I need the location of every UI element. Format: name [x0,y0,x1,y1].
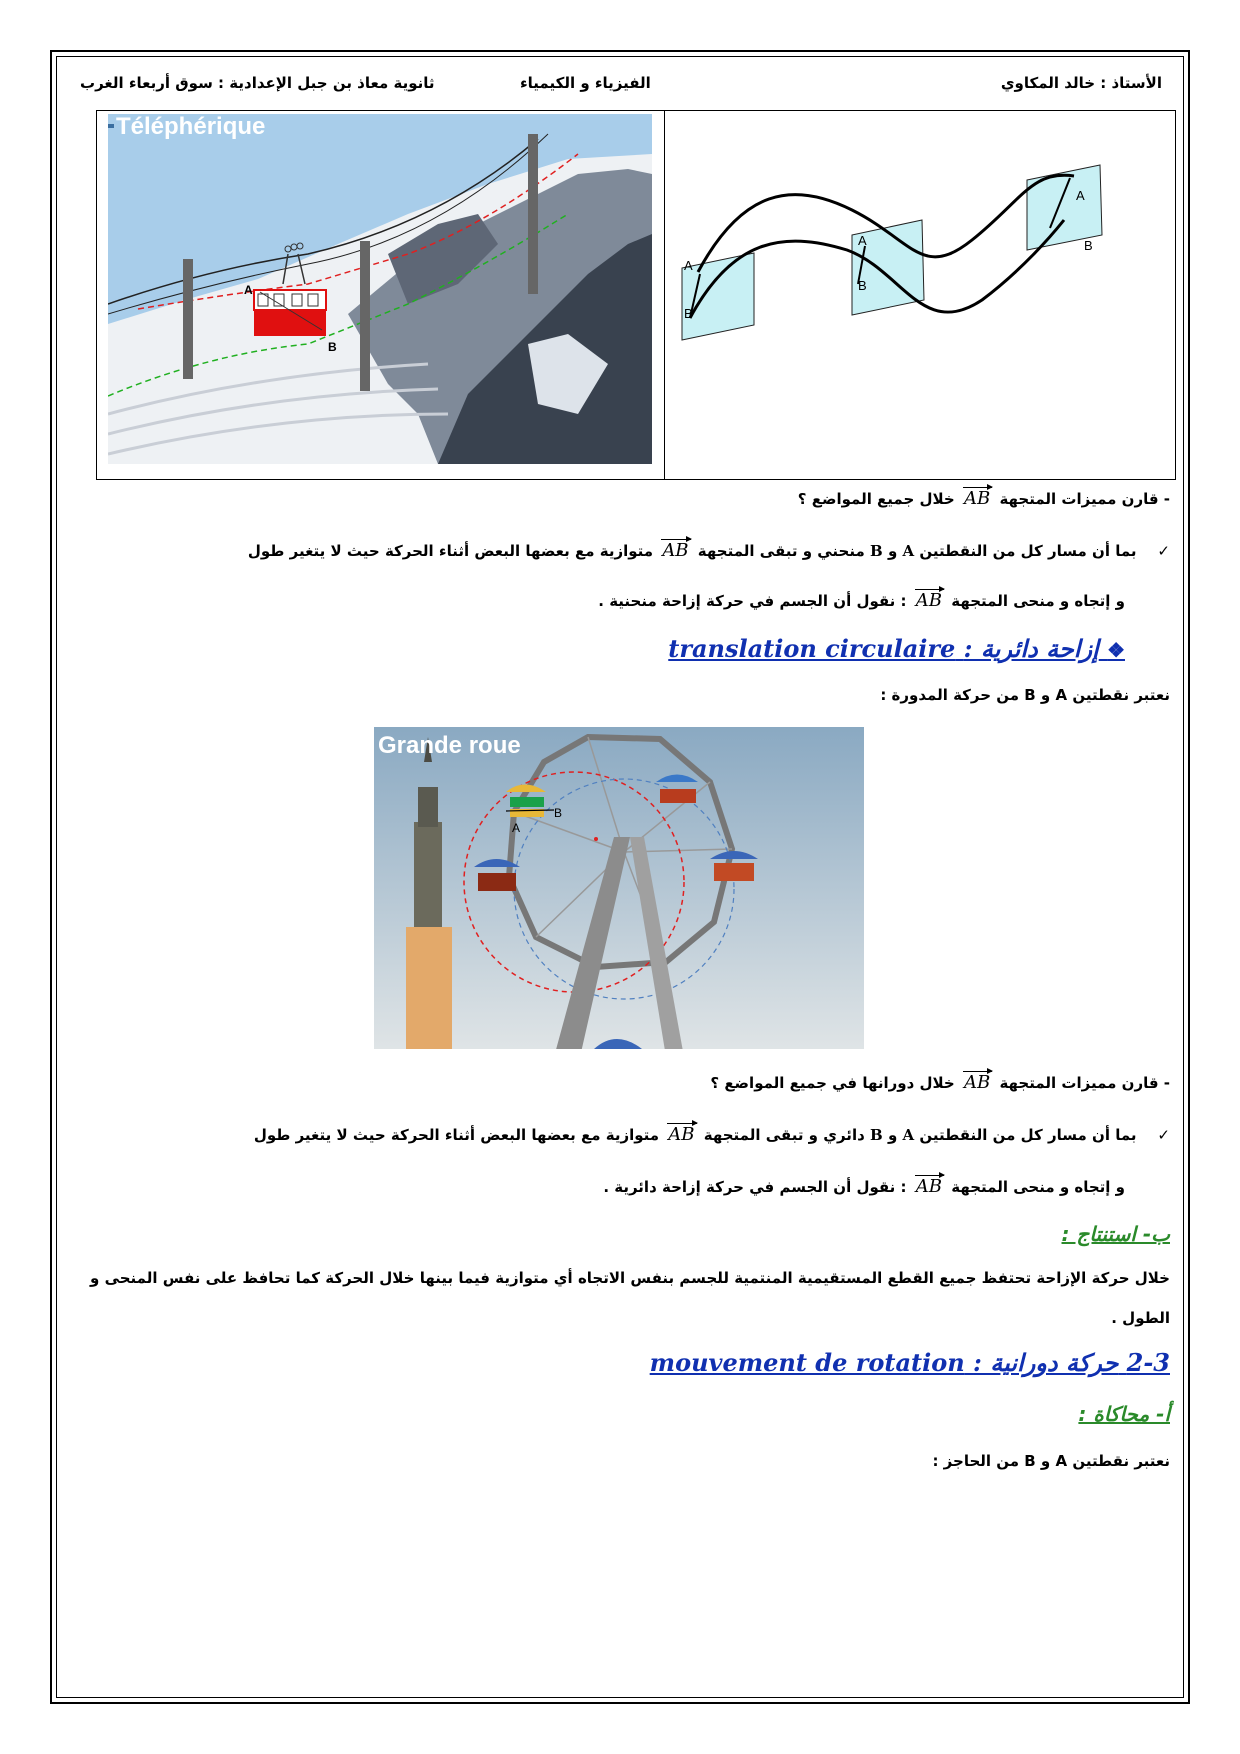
question-text-pre: - قارن مميزات المتجهة [999,490,1170,508]
point-b-label: B [328,340,337,354]
heading-ar: إزاحة دائرية : [963,634,1099,663]
gondola-top-left [506,785,546,818]
vector-ab: AB [664,1124,698,1145]
answer-text: و [887,1126,898,1144]
point-a2: A [858,233,867,248]
cabin-window [308,294,318,306]
answer-text: و [887,542,898,560]
question-curvilinear [798,488,1170,509]
heading-circular-translation [668,634,1125,663]
diamond-icon: ❖ [1107,638,1125,662]
point-a-label: A [244,283,253,297]
gondola-right [710,851,758,881]
answer-text: متوازية مع بعضها البعض أثناء الحركة حيث لا يتغير طول [253,1126,660,1144]
center-mark [594,837,598,841]
question-text-post: خلال دورانها في جميع المواضع ؟ [710,1074,955,1092]
simulation-heading: أ- محاكاة : [1078,1402,1170,1426]
point-a1: A [684,258,693,273]
vector-ab: AB [658,540,692,561]
point-b2: B [858,278,867,293]
vector-ab: AB [912,590,946,611]
teacher-name: الأستاذ : خالد المكاوي [1000,74,1162,92]
check-icon: ✓ [1157,542,1170,560]
question-text-post: خلال جميع المواضع ؟ [797,490,955,508]
heading-ar: حركة دورانية : [973,1348,1119,1377]
gondola-left [474,859,520,891]
answer-circular-line1 [254,1124,1170,1145]
heading-number: 2-3 [1126,1348,1170,1377]
point-a-label: A [512,821,521,835]
vector-ab: AB [960,1072,994,1093]
subject-title: الفيزياء و الكيمياء [520,74,651,92]
point-a3: A [1076,188,1085,203]
tower-base [406,927,452,1049]
answer-curvilinear-line1 [248,540,1170,561]
title-bar [108,124,114,128]
point-b-label: B [554,806,563,820]
point-b-ref: B [870,542,883,560]
grande-roue-title: Grande roue [378,732,521,759]
answer-text: بما أن مسار كل من النقطتين [919,542,1137,560]
vector-ab: AB [912,1176,946,1197]
answer-text: : نقول أن الجسم في حركة إزاحة منحنية . [598,592,907,610]
heading-fr: translation circulaire [668,634,956,663]
figure-table-divider [664,110,665,480]
point-a-ref: A [902,1126,915,1144]
cabin-window [292,294,302,306]
tower-top [418,787,438,827]
header [70,74,1170,102]
point-b-ref: B [870,1126,883,1144]
telepherique-title: Téléphérique [116,114,266,140]
answer-text: دائري و تبقى المتجهة [703,1126,865,1144]
answer-text: و إتجاه و منحى المتجهة [951,1178,1125,1196]
check-icon: ✓ [1157,1126,1170,1144]
answer-text: بما أن مسار كل من النقطتين [919,1126,1137,1144]
cabin-bottom [254,310,326,336]
pylon [360,241,370,391]
vector-ab: AB [960,488,994,509]
curvilinear-diagram [672,150,1172,380]
heading-rotation [650,1348,1170,1377]
point-a-ref: A [902,542,915,560]
answer-text: متوازية مع بعضها البعض أثناء الحركة حيث لا يتغير طول [247,542,654,560]
question-circular [710,1072,1170,1093]
answer-text: منحني و تبقى المتجهة [697,542,865,560]
intro-circular: نعتبر نقطتين A و B من حركة المدورة : [880,686,1170,704]
point-b3: B [1084,238,1093,253]
ferris-wheel-illustration [374,727,864,1049]
zone-left [682,253,754,340]
telepherique-illustration [108,114,652,464]
point-b1: B [684,306,693,321]
intro-rotation: نعتبر نقطتين A و B من الحاجز : [932,1452,1170,1470]
school-name: ثانوية معاذ بن جبل الإعدادية : سوق أربعاء الغرب [80,74,435,92]
answer-text: : نقول أن الجسم في حركة إزاحة دائرية . [603,1178,907,1196]
heading-fr: mouvement de rotation [649,1348,965,1377]
pylon [528,134,538,294]
pylon [183,259,193,379]
answer-circular-line2 [603,1176,1125,1197]
conclusion-text: خلال حركة الإزاحة تحتفظ جميع القطع المستقيمية المنتمية للجسم بنفس الاتجاه أي متوازية فيما بينها خلال الحركة كما تحافظ على نفس المنحى و الطول . [90,1269,1170,1327]
answer-curvilinear-line2 [598,590,1125,611]
conclusion-heading: ب- استنتاج : [1061,1222,1170,1246]
question-text-pre: - قارن مميزات المتجهة [999,1074,1170,1092]
answer-text: و إتجاه و منحى المتجهة [951,592,1125,610]
